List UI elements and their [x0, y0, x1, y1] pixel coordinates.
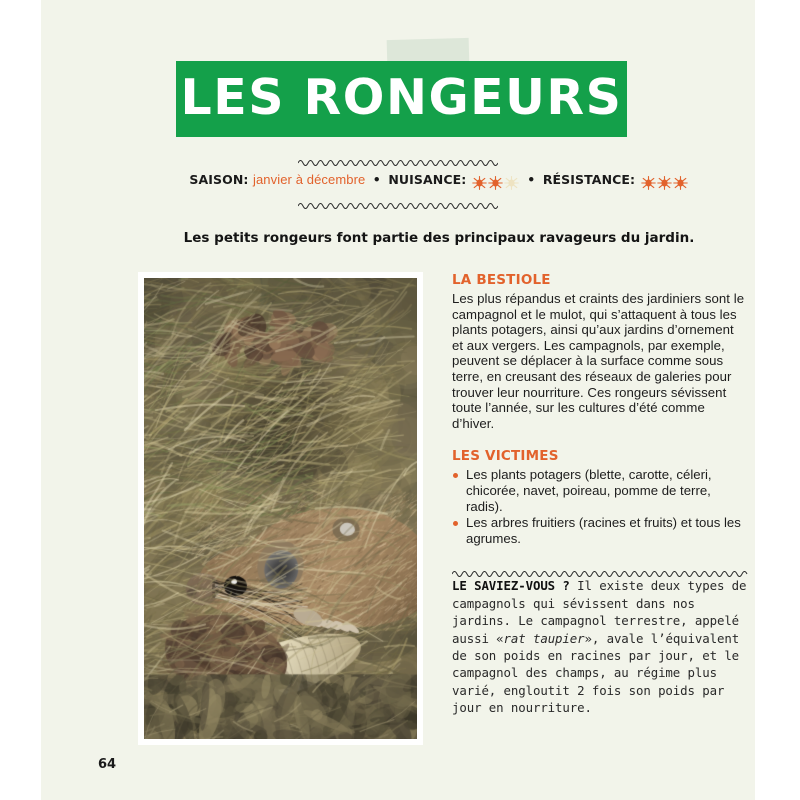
- bug-icon: [504, 176, 519, 190]
- nuisance-label: NUISANCE:: [388, 172, 467, 187]
- season-value: janvier à décembre: [252, 172, 366, 187]
- bug-icon: [488, 176, 503, 190]
- bug-icon: [657, 176, 672, 190]
- wavy-divider-bottom: [298, 200, 498, 209]
- title-banner: [176, 61, 627, 137]
- mouse-photo: [144, 278, 417, 739]
- did-you-know-label: LE SAVIEZ-VOUS ?: [452, 578, 570, 594]
- bug-icon: [657, 176, 672, 190]
- wavy-divider-top: [298, 157, 498, 166]
- did-you-know-italic-term: rat taupier: [503, 630, 585, 646]
- bug-icon: [472, 176, 487, 190]
- victims-list: [452, 467, 748, 546]
- meta-bullet-1: •: [372, 172, 381, 187]
- bug-icon: [673, 176, 688, 190]
- content-column: [452, 272, 754, 717]
- section-heading-bestiole: LA BESTIOLE: [452, 272, 551, 288]
- bug-icon: [504, 176, 519, 190]
- photo-frame: [138, 272, 423, 745]
- victims-block: [452, 448, 748, 546]
- meta-info-line: [82, 172, 796, 190]
- meta-bullet-2: •: [527, 172, 536, 187]
- did-you-know-block: [452, 568, 754, 716]
- page-title: LES RONGEURS: [180, 68, 623, 126]
- season-label: SAISON:: [189, 172, 249, 187]
- did-you-know-text: LE SAVIEZ-VOUS ? Il existe deux types de campagnols qui sévissent dans nos jardins. Le campagnol terrestre, appelé aussi «rat taupier», avale l’équivalent de son poids en racines par jour, et le campagnol des champs, au régime plus varié, engloutit 2 fois son poids par jour en nourriture.: [452, 578, 754, 716]
- victims-list-item: Les arbres fruitiers (racines et fruits) et tous les agrumes.: [452, 515, 748, 546]
- bug-icon: [472, 176, 487, 190]
- resistance-rating: [641, 174, 689, 190]
- intro-text: Les petits rongeurs font partie des principaux ravageurs du jardin.: [183, 230, 695, 246]
- bug-icon: [488, 176, 503, 190]
- mouse-photo-canvas: [144, 278, 417, 739]
- nuisance-rating: [472, 174, 520, 190]
- bug-icon: [673, 176, 688, 190]
- section-heading-victimes: LES VICTIMES: [452, 448, 559, 465]
- victims-list-item: Les plants potagers (blette, carotte, céleri, chicorée, navet, poireau, pomme de terre, radis).: [452, 467, 748, 514]
- bug-icon: [641, 176, 656, 190]
- book-page: [41, 0, 755, 800]
- bug-icon: [641, 176, 656, 190]
- resistance-label: RÉSISTANCE:: [542, 172, 636, 187]
- section-body-bestiole: Les plus répandus et craints des jardiniers sont le campagnol et le mulot, qui s’attaquent à tous les plants potagers, ainsi qu’aux jardins d’ornement et aux vergers. Les campagnols, par exemple, peuvent se déplacer à la surface comme sous terre, en creusant des réseaux de galeries pour trouver leur nourriture. Ces rongeurs sévissent toute l’année, sur les cultures d’été comme d’hiver.: [452, 291, 745, 431]
- wavy-divider-didyouknow: [452, 568, 748, 577]
- page-number: 64: [98, 757, 117, 772]
